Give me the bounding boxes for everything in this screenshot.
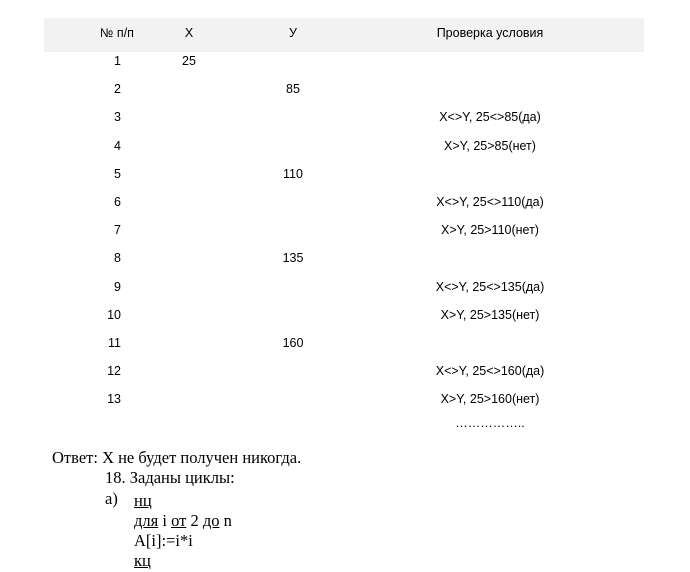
header-y: У (289, 26, 297, 40)
table-row-ellipsis (44, 418, 644, 446)
cell-num: 6 (114, 194, 121, 209)
table-row (44, 221, 644, 249)
cell-num: 13 (107, 392, 121, 407)
code-assign: A[i]:=i*i (134, 531, 193, 550)
table-header (44, 18, 644, 52)
table-row (44, 390, 644, 418)
cell-num: 8 (114, 251, 121, 266)
table-row (44, 306, 644, 334)
code-nc: нц (134, 491, 152, 510)
ellipsis: …………….. (455, 416, 525, 431)
cell-num: 7 (114, 223, 121, 238)
cell-check: X<>Y, 25<>135(да) (435, 279, 545, 294)
cell-check: X>Y, 25>135(нет) (440, 307, 540, 322)
code-dlya: для (134, 511, 159, 530)
item-a-marker: а) (105, 489, 118, 508)
cell-x: 25 (182, 54, 196, 68)
cell-num: 4 (114, 138, 121, 153)
table-row (44, 165, 644, 193)
table-row (44, 334, 644, 362)
cell-y: 160 (282, 335, 304, 350)
table-row (44, 108, 644, 136)
code-kc: кц (134, 551, 151, 570)
cell-num: 12 (107, 364, 121, 379)
table-row (44, 362, 644, 390)
cell-num: 2 (114, 82, 121, 97)
cell-num: 10 (107, 307, 121, 322)
cell-check: X<>Y, 25<>160(да) (435, 364, 545, 379)
table-row (44, 278, 644, 306)
cell-num: 5 (114, 166, 121, 181)
cell-num: 3 (114, 110, 121, 125)
data-table (44, 18, 644, 447)
code-ot: от (171, 511, 187, 530)
cell-check: X<>Y, 25<>110(да) (436, 194, 544, 209)
task-heading: 18. Заданы циклы: (105, 468, 235, 487)
code-i: i (162, 511, 167, 530)
cell-num: 9 (114, 279, 121, 294)
table-row (44, 137, 644, 165)
cell-y: 85 (286, 82, 300, 97)
code-two: 2 (190, 511, 199, 530)
cell-num: 11 (108, 335, 121, 350)
header-x: X (184, 26, 194, 40)
cell-y: 135 (282, 251, 304, 266)
cell-check: X>Y, 25>85(нет) (444, 138, 536, 153)
table-row (44, 249, 644, 277)
cell-y: 110 (283, 166, 303, 181)
table-row (44, 193, 644, 221)
cell-check: X>Y, 25>110(нет) (441, 223, 539, 238)
table-row (44, 80, 644, 108)
cell-check: X>Y, 25>160(нет) (440, 392, 540, 407)
code-do: до (202, 511, 220, 530)
table-row (44, 52, 644, 80)
cell-num: 1 (114, 54, 121, 68)
cell-check: X<>Y, 25<>85(да) (439, 110, 541, 125)
header-check: Проверка условия (436, 26, 544, 40)
header-num: № п/п (100, 26, 134, 40)
code-for-line (134, 511, 232, 531)
code-n: n (223, 511, 232, 530)
answer-line: Ответ: Х не будет получен никогда. (52, 448, 302, 467)
